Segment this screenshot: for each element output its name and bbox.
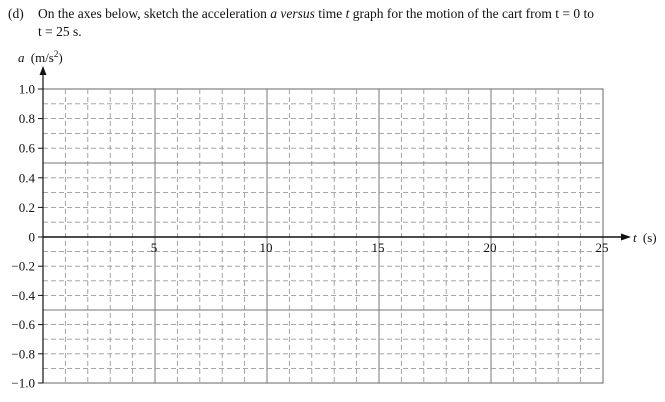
question-var-t: t: [345, 6, 350, 21]
y-tick-label: −0.6: [11, 317, 35, 333]
t-axis-arrowhead: [621, 234, 631, 241]
y-tick-label: −0.4: [11, 287, 35, 303]
y-tick-label: 1.0: [18, 81, 35, 97]
question-t-start: t = 0: [555, 6, 581, 21]
y-tick-label: 0.4: [18, 170, 35, 186]
y-tick-label: −0.2: [11, 258, 35, 274]
question-label: (d): [8, 6, 24, 21]
y-tick-label: −1.0: [11, 375, 35, 391]
a-axis-close: ): [58, 50, 63, 65]
y-tick-label: 0.2: [18, 199, 35, 215]
x-tick-label: 25: [595, 240, 609, 255]
question-text-part: time: [318, 6, 343, 21]
a-axis-exp: 2: [53, 49, 59, 59]
a-axis-units: (m/s: [30, 50, 54, 65]
x-tick-label: 15: [371, 240, 385, 255]
question-line-2: t = 25 s.: [38, 24, 82, 39]
y-tick-label: −0.8: [11, 346, 35, 362]
question-versus: versus: [280, 6, 315, 21]
graph-grid: [38, 89, 603, 383]
question-text-part: On the axes below, sketch the acceleration: [38, 6, 267, 21]
graph-axes: [40, 66, 632, 383]
t-axis-units: (s): [642, 230, 657, 245]
a-axis-arrowhead: [40, 66, 47, 75]
question-text-part: to: [583, 6, 594, 21]
x-tick-label: 5: [150, 240, 158, 255]
question-var-a: a: [270, 6, 278, 21]
question-text-part: graph for the motion of the cart from: [352, 6, 552, 21]
y-tick-label: 0.6: [18, 140, 35, 156]
y-tick-label: 0.8: [18, 111, 35, 127]
x-tick-label: 20: [483, 240, 497, 255]
t-axis-title: [633, 230, 657, 245]
y-tick-label: 0: [28, 229, 35, 245]
t-axis-var: t: [633, 230, 637, 245]
x-tick-label: 10: [259, 240, 273, 255]
a-axis-title: [18, 49, 63, 65]
a-axis-var: a: [18, 50, 25, 65]
